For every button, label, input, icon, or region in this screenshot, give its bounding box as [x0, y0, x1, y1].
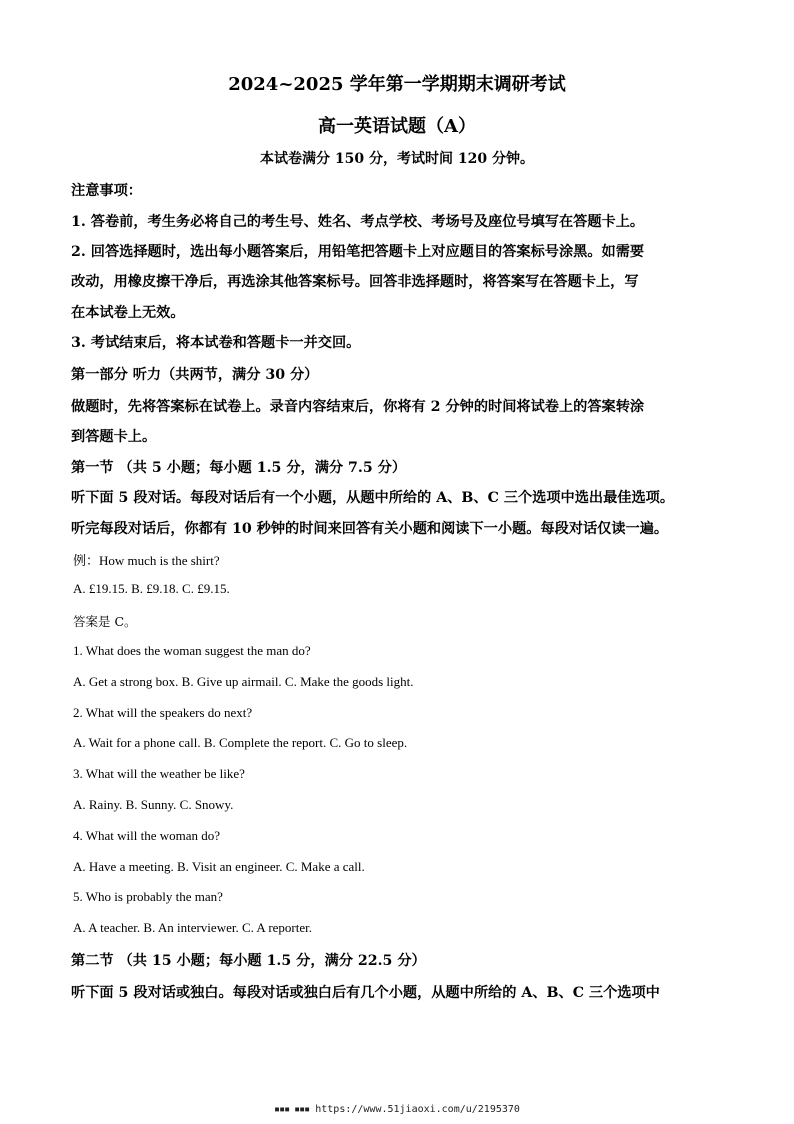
exam-info: 本试卷满分 150 分，考试时间 120 分钟。 — [260, 151, 534, 167]
footer — [0, 1104, 794, 1115]
question-1: 1. What does the woman suggest the man do? — [73, 643, 311, 658]
example-options: A. £19.15. B. £9.18. C. £9.15. — [73, 581, 230, 596]
exam-subtitle: 高一英语试题（A） — [318, 116, 476, 137]
example-question: 例：How much is the shirt? — [73, 553, 220, 568]
question-4: 4. What will the woman do? — [73, 828, 221, 843]
section2-instruction-line-1: 听下面 5 段对话或独白。每段对话或独白后有几个小题，从题中所给的 A、B、C 三个选项中 — [71, 985, 660, 1001]
part1-heading: 第一部分 听力（共两节，满分 30 分） — [71, 367, 319, 383]
question-5-options: A. A teacher. B. An interviewer. C. A reporter. — [73, 920, 313, 935]
section2-heading: 第二节 （共 15 小题；每小题 1.5 分，满分 22.5 分） — [71, 953, 426, 969]
notice-item-3: 3. 考试结束后，将本试卷和答题卡一并交回。 — [71, 335, 361, 351]
example-answer: 答案是 C。 — [73, 614, 137, 629]
notice-heading: 注意事项： — [71, 183, 142, 199]
question-2: 2. What will the speakers do next? — [73, 705, 253, 720]
section1-heading: 第一节 （共 5 小题；每小题 1.5 分，满分 7.5 分） — [71, 460, 407, 476]
question-1-options: A. Get a strong box. B. Give up airmail. C. Make the goods light. — [73, 674, 414, 689]
footer-dots: ▪▪▪ ▪▪▪ — [274, 1104, 310, 1115]
section1-instruction-line-2: 听完每段对话后，你都有 10 秒钟的时间来回答有关小题和阅读下一小题。每段对话仅读一遍。 — [71, 521, 669, 537]
question-5: 5. Who is probably the man? — [73, 889, 223, 904]
question-3: 3. What will the weather be like? — [73, 766, 245, 781]
footer-url[interactable]: https://www.51jiaoxi.com/u/2195370 — [315, 1104, 520, 1115]
notice-item-2-line-3: 在本试卷上无效。 — [71, 305, 185, 321]
part1-instruction-line-1: 做题时，先将答案标在试卷上。录音内容结束后，你将有 2 分钟的时间将试卷上的答案转涂 — [71, 399, 645, 415]
notice-item-1: 1. 答卷前，考生务必将自己的考生号、姓名、考点学校、考场号及座位号填写在答题卡上。 — [71, 214, 645, 230]
question-2-options: A. Wait for a phone call. B. Complete the report. C. Go to sleep. — [73, 735, 408, 750]
question-4-options: A. Have a meeting. B. Visit an engineer. C. Make a call. — [73, 859, 365, 874]
notice-item-2-line-1: 2. 回答选择题时，选出每小题答案后，用铅笔把答题卡上对应题目的答案标号涂黑。如需要 — [71, 244, 645, 260]
notice-item-2-line-2: 改动，用橡皮擦干净后，再选涂其他答案标号。回答非选择题时，将答案写在答题卡上，写 — [71, 274, 639, 290]
exam-title: 2024~2025 学年第一学期期末调研考试 — [228, 74, 566, 95]
part1-instruction-line-2: 到答题卡上。 — [71, 429, 157, 445]
question-3-options: A. Rainy. B. Sunny. C. Snowy. — [73, 797, 234, 812]
section1-instruction-line-1: 听下面 5 段对话。每段对话后有一个小题，从题中所给的 A、B、C 三个选项中选出最佳选项。 — [71, 490, 675, 506]
